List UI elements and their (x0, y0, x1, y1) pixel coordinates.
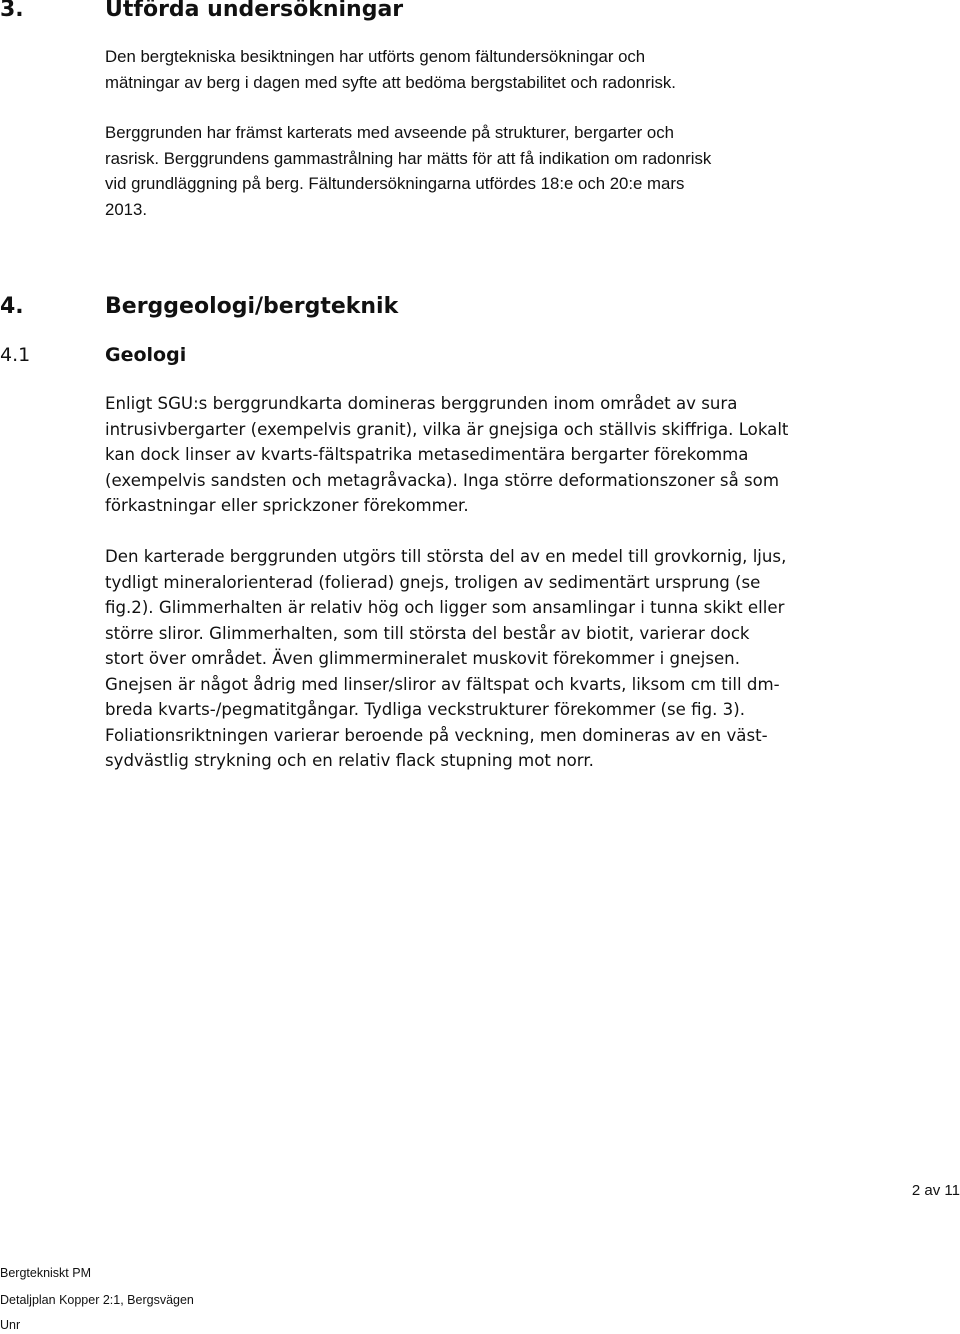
text-line: mätningar av berg i dagen med syfte att bedöma bergstabilitet och radonrisk. (105, 72, 676, 92)
paragraph-sgu-map (105, 391, 865, 519)
text-line: (exempelvis sandsten och metagråvacka). Inga större deformationszoner så som (105, 470, 779, 490)
text-line: stort över området. Även glimmermineralet muskovit förekommer i gnejsen. (105, 649, 740, 668)
paragraph-mapped-bedrock (105, 544, 865, 774)
text-line: breda kvarts-/pegmatitgångar. Tydliga veckstrukturer förekommer (se fig. 3). (105, 700, 745, 719)
text-line: sydvästlig strykning och en relativ flack stupning mot norr. (105, 751, 594, 770)
paragraph-mapping (105, 120, 865, 222)
section-number: 3. (0, 0, 24, 22)
text-line: tydligt mineralorienterad (folierad) gnejs, troligen av sedimentärt ursprung (se (105, 572, 761, 592)
text-line: Berggrunden har främst karterats med avseende på strukturer, bergarter och (105, 123, 674, 142)
section-number: 4. (0, 294, 24, 319)
text-line: Den karterade berggrunden utgörs till största del av en medel till grovkornig, ljus, (105, 547, 787, 566)
text-line: förkastningar eller sprickzoner förekommer. (105, 496, 469, 515)
text-line: kan dock linser av kvarts-fältspatrika metasedimentära bergarter förekomma (105, 445, 749, 464)
text-line: fig.2). Glimmerhalten är relativ hög och ligger som ansamlingar i tunna skikt eller (105, 598, 785, 617)
text-line: vid grundläggning på berg. Fältundersökningarna utfördes 18:e och 20:e mars (105, 174, 685, 193)
text-line: Enligt SGU:s berggrundkarta domineras berggrunden inom området av sura (105, 394, 738, 413)
text-line: Den bergtekniska besiktningen har utförts genom fältundersökningar och (105, 47, 646, 66)
section-title: Berggeologi/bergteknik (105, 294, 399, 319)
text-line: Gnejsen är något ådrig med linser/sliror av fältspat och kvarts, liksom cm till dm- (105, 674, 780, 694)
text-line: större sliror. Glimmerhalten, som till största del består av biotit, varierar dock (105, 623, 750, 643)
text-line: Foliationsriktningen varierar beroende på veckning, men domineras av en väst- (105, 725, 768, 745)
text-line: intrusivbergarter (exempelvis granit), vilka är gnejsiga och ställvis skiffriga. Lokalt (105, 419, 789, 439)
footer-unr: Unr (0, 1318, 21, 1332)
subsection-title: Geologi (105, 344, 187, 366)
footer-document-type: Bergtekniskt PM (0, 1266, 92, 1280)
page-number: 2 av 11 (911, 1182, 960, 1199)
subsection-number: 4.1 (0, 344, 31, 366)
paragraph-method (105, 44, 865, 95)
text-line: 2013. (105, 199, 147, 219)
section-title: Utförda undersökningar (105, 0, 404, 22)
footer-project-name: Detaljplan Kopper 2:1, Bergsvägen (0, 1293, 194, 1307)
text-line: rasrisk. Berggrundens gammastrålning har mätts för att få indikation om radonrisk (105, 148, 712, 168)
